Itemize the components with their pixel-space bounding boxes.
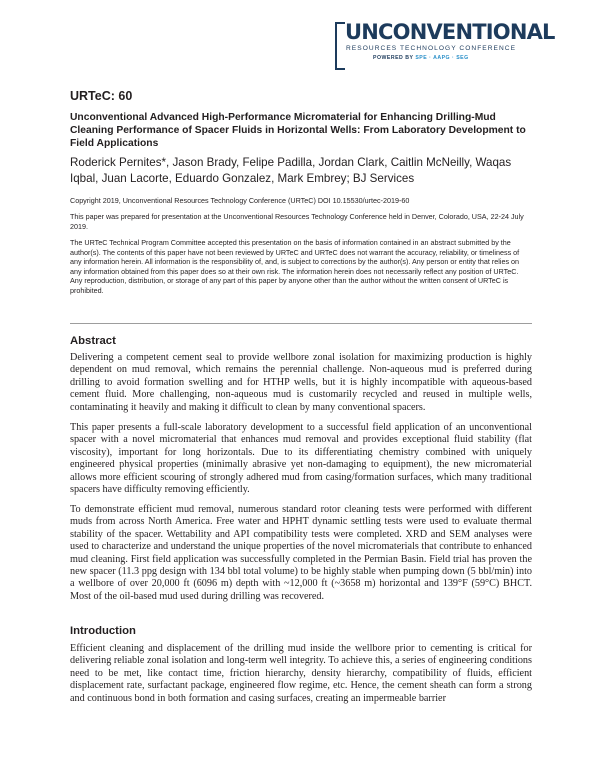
paper-title: Unconventional Advanced High-Performance Micromaterial for Enhancing Drilling-Mud Cleaning Performance of Spacer Fluids in Horizontal Wells: From Laboratory Development to Field Applications bbox=[70, 112, 526, 150]
logo-powered-prefix: POWERED BY bbox=[373, 55, 414, 61]
header-divider bbox=[70, 323, 532, 324]
logo-bracket bbox=[335, 22, 345, 70]
prepared-note: This paper was prepared for presentation at the Unconventional Resources Technology Conference held in Denver, Colorado, USA, 22-24 July 2019. bbox=[70, 212, 524, 231]
logo-subtitle: RESOURCES TECHNOLOGY CONFERENCE bbox=[346, 45, 517, 52]
copyright-notice: Copyright 2019, Unconventional Resources Technology Conference (URTeC) DOI 10.15530/urtec-2019-60 bbox=[70, 196, 410, 205]
logo-powered-orgs: SPE · AAPG · SEG bbox=[415, 55, 469, 61]
abstract-paragraph-3: To demonstrate efficient mud removal, numerous standard rotor cleaning tests were performed with different muds from across North America. Free water and HPHT dynamic settling tests were used to evaluate thermal stability of the spacer. Wettability and API compatibility tests were completed. XRD and SEM analyses were used to characterize and understand the unique properties of the novel micromaterials that contribute to enhanced mud cleaning. First field application was successfully completed in the Permian Basin. Field trial has proven the new spacer (11.3 ppg design with 134 bbl total volume) to be highly stable when pumping down (5 bbl/min) into a wellbore of over 20,000 ft (6096 m) depth with ~12,000 ft (~3658 m) horizontal and 139°F (59°C) BHCT. Most of the oil-based mud used during drilling was recovered. bbox=[70, 504, 532, 602]
paper-id: URTeC: 60 bbox=[70, 89, 133, 103]
abstract-heading: Abstract bbox=[70, 335, 116, 347]
introduction-paragraph-1: Efficient cleaning and displacement of the drilling mud inside the wellbore prior to cementing is critical for delivering reliable zonal isolation and long-term well integrity. To achieve this, a series of engineering conditions need to be met, like contact time, friction hierarchy, density hierarchy, compatibility of fluids, efficient displacement rate, surfactant package, engineered flow regime, etc. Hence, the cement sheath can form a strong and continuous bond in both formation and casing surfaces, creating an impermeable barrier bbox=[70, 643, 532, 704]
abstract-paragraph-2: This paper presents a full-scale laboratory development to a successful field application of an unconventional spacer with a novel micromaterial that enhances mud removal and provides exceptional fluid stability (flat viscosity), important for long horizontals. Due to its differentiating chemistry combined with uniquely engineered physical properties (minimally abrasive yet non-damaging to equipment), the new micromaterial allows more efficient scouring of strongly adhered mud from casing/formation surfaces, which many traditional spacers have difficulty removing efficiently. bbox=[70, 422, 532, 496]
logo-wordmark: UNCONVENTIONAL bbox=[345, 20, 555, 44]
committee-note: The URTeC Technical Program Committee accepted this presentation on the basis of information contained in an abstract submitted by the author(s). The contents of this paper have not been reviewed by URTeC and URTeC does not warrant the accuracy, reliability, or timeliness of any information herein. All information is the responsibility of, and, is subject to corrections by the author(s). Any person or entity that relies on any information obtained from this paper does so at their own risk. The information herein does not necessarily reflect any position of URTeC. Any reproduction, distribution, or storage of any part of this paper by anyone other than the author without the written consent of URTeC is prohibited. bbox=[70, 238, 520, 295]
introduction-heading: Introduction bbox=[70, 625, 136, 637]
paper-authors: Roderick Pernites*, Jason Brady, Felipe Padilla, Jordan Clark, Caitlin McNeilly, Waqas Iqbal, Juan Lacorte, Eduardo Gonzalez, Mark Embrey; BJ Services bbox=[70, 156, 512, 185]
conference-logo bbox=[333, 20, 555, 70]
logo-powered-by bbox=[373, 55, 469, 61]
abstract-paragraph-1: Delivering a competent cement seal to provide wellbore zonal isolation for maximizing production is highly dependent on mud removal, which remains the perennial challenge. Non-aqueous mud is preferred during drilling to avoid formation swelling and for HTHP wells, but it is highly incompatible with aqueous-based cement fluid. More challenging, non-aqueous mud is customarily recycled and reused in multiple wells, contaminating it heavily and making it difficult to clean by many conventional spacers. bbox=[70, 352, 532, 413]
